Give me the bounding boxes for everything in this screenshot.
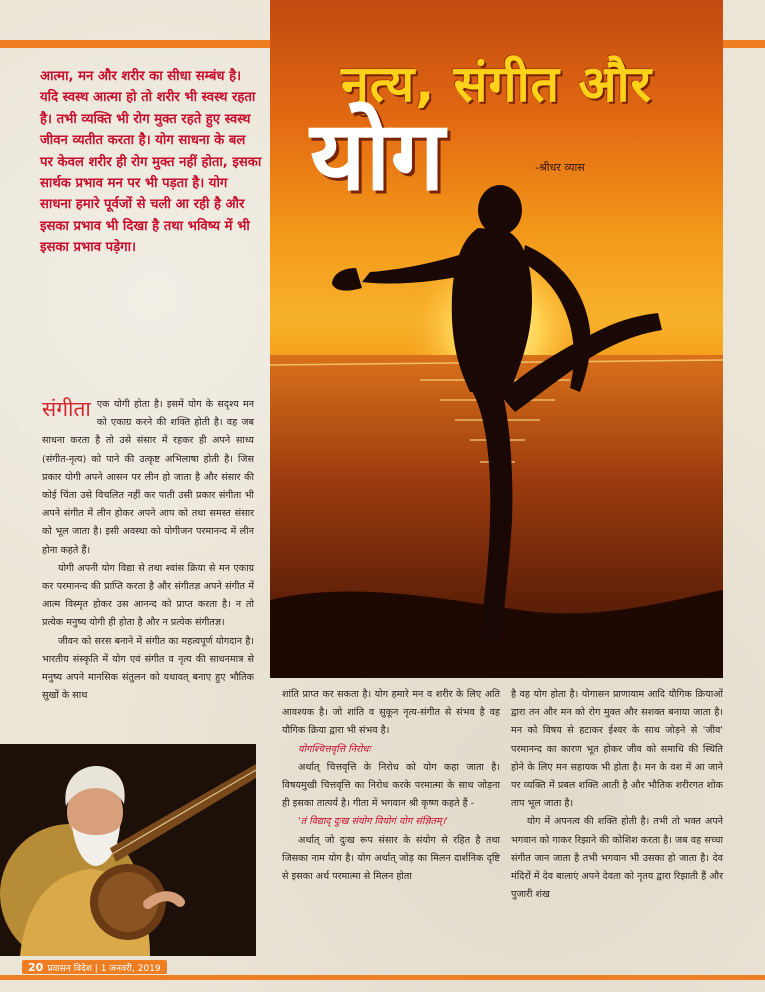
headline-line-1: नृत्य, संगीत और <box>340 55 653 113</box>
pull-quote: आत्मा, मन और शरीर का सीधा सम्बंध है। यदि स्वस्थ आत्मा हो तो शरीर भी स्वस्थ रहता है। तभी व्यक्ति भी रोग मुक्त रहते हुए स्वस्थ जीवन व्यतीत करता है। योग साधना के बल पर केवल शरीर ही रोग मुक्त नहीं होता, इसका सार्थक प्रभाव मन पर भी पड़ता है। योग साधना हमारे पूर्वजों से चली आ रही है और इसका प्रभाव भी दिखा है तथा भविष्य में भी इसका प्रभाव पड़ेगा। <box>40 69 262 256</box>
left-paragraph-2: योगी अपनी योग विद्या से तथा श्वांस क्रिया से मन एकाग्र कर परमानन्द की प्राप्ति करता है और संगीतज्ञ अपने संगीत में आत्म विस्मृत होकर उस आनन्द को प्राप्त करता है। न तो प्रत्येक मनुष्य योगी ही होता है और न प्रत्येक संगीतज्ञ। <box>42 562 254 629</box>
author-byline: -श्रीधर व्यास <box>535 161 585 174</box>
left-paragraph-1 <box>42 396 254 560</box>
hero-image <box>270 0 723 678</box>
page-number: 20 <box>28 960 44 974</box>
middle-paragraph-3: अर्थात् जो दुःख रूप संसार के संयोग से रहित है तथा जिसका नाम योग है। योग अर्थात् जोड़ का मिलन दार्शनिक दृष्टि से इसका अर्थ परमात्मा से मिलन होता <box>282 834 500 883</box>
sitar-player-illustration <box>0 744 256 956</box>
middle-paragraph-1: शांति प्राप्त कर सकता है। योग हमारे मन व शरीर के लिए अति आवश्यक है। जो शांति व सुकून नृत्य-संगीत से संभव है वह यौगिक क्रिया द्वारा भी संभव है। <box>282 689 500 737</box>
sutra-2: 'तं विद्याद् दुःख संयोग वियोगं योग संज्ञितम्।' <box>298 816 448 828</box>
musician-photo <box>0 744 256 956</box>
left-column <box>42 396 254 705</box>
middle-column <box>282 686 500 886</box>
sutra-1: योगश्चित्तवृत्ति निरोधः <box>298 743 371 755</box>
bottom-orange-band <box>0 975 765 980</box>
page-footer <box>22 960 167 974</box>
middle-paragraph-2: अर्थात् चित्तवृत्ति के निरोध को योग कहा जाता है। विषयमुखी चित्तवृत्ति का निरोध करके परमात्मा के साथ जोड़ना ही इसका तात्पर्य है। गीता में भगवान श्री कृष्ण कहते हैं - <box>282 761 500 810</box>
footer-text: प्रवासन विदेश | 1 जनवरी, 2019 <box>47 963 161 974</box>
right-paragraph-1: है वह योग होता है। योगासन प्राणायाम आदि यौगिक क्रियाओं द्वारा तन और मन को रोग मुक्त और सशक्त बनाया जाता है। मन को विषय से हटाकर ईश्वर के साथ जोड़ने से 'जीव' परमानन्द का कारण भूत होकर जीव को समाधि की स्थिति होने के लिए मन सहायक भी होता है। मन के वश में आ जाने पर व्यक्ति में प्रबल शक्ति आती है और भौतिक शरीरगत शोक ताप भूल जाता है। <box>511 689 723 810</box>
headline-line-2: योग <box>310 100 445 212</box>
right-paragraph-2: योग में अपनत्व की शक्ति होती है। तभी तो भक्त अपने भगवान को गाकर रिझाने की कोशिश करता है। जब वह सच्चा संगीत जान जाता है तभी भगवान भी उसका हो जाता है। देव मंदिरों में देव बालाएं अपने देवता को नृतय द्वारा रिझाती हैं और पुजारी शंख <box>511 816 723 901</box>
left-paragraph-1-text: एक योगी होता है। इसमें योग के सदृश्य मन को एकाग्र करने की शक्ति होती है। वह जब साधना करता है तो उसे संसार में रहकर ही अपने साध्य (संगीत-नृत्य) को पाने की उत्कृष्ट अभिलाषा होती है। जिस प्रकार योगी अपने आसन पर लीन हो जाता है और संसार की कोई चिंता उसे विचलित नहीं कर पाती उसी प्रकार संगीता भी अपने संगीत में लीन होकर अपने आप को तथा समस्त संसार को भूल जाता है। इसी अवस्था को योगीजन परमानन्द में लीन होना कहते हैं। <box>42 399 254 556</box>
drop-word: संगीता <box>42 397 91 421</box>
left-paragraph-3: जीवन को सरस बनाने में संगीत का महत्वपूर्ण योगदान है। भारतीय संस्कृति में योग एवं संगीत व नृत्य की साधनमात्र से मनुष्य अपने मानसिक संतुलन को यथावत् बनाए हुए भौतिक सुखों के साथ <box>42 635 254 702</box>
right-column <box>511 686 723 904</box>
